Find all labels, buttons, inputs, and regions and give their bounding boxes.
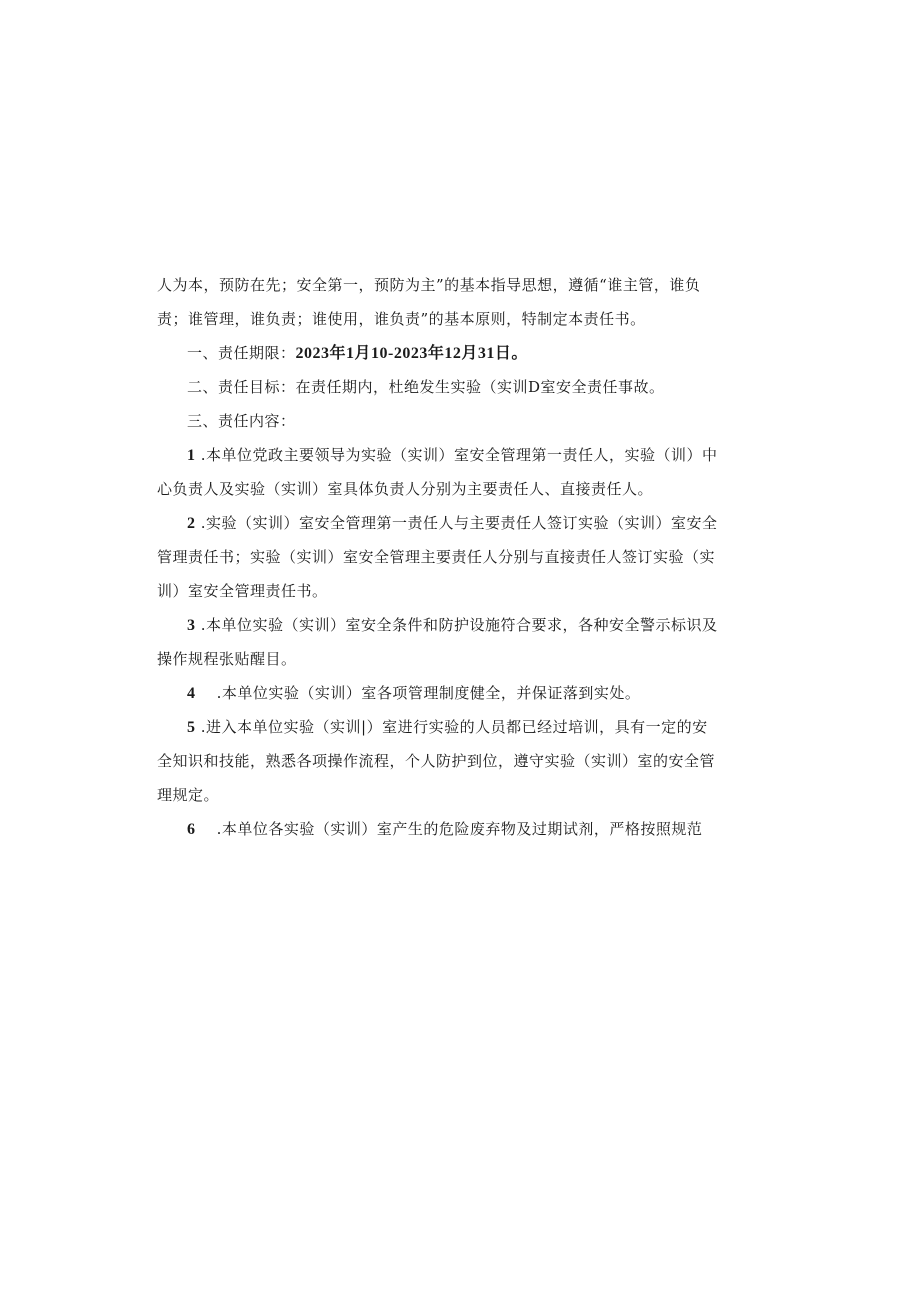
item-2-text: .实验（实训）室安全管理第一责任人与主要责任人签订实验（实训）室安全 [200, 514, 718, 532]
item-6-number: 6 [187, 821, 196, 838]
item-4-number: 4 [187, 685, 196, 702]
item-5-line-3: 理规定。 [157, 786, 220, 804]
item-3-line-2: 操作规程张贴醒目。 [157, 650, 297, 668]
item-3-line-1 [157, 608, 718, 642]
goal-paragraph: 二、责任目标：在责任期内，杜绝发生实验（实训D室安全责任事故。 [187, 378, 665, 396]
item-5-number: 5 [187, 719, 196, 736]
item-1-number: 1 [187, 447, 196, 464]
item-2-line-1 [157, 506, 718, 540]
item-6-line-1 [157, 812, 703, 846]
item-5-line-2: 全知识和技能，熟悉各项操作流程，个人防护到位，遵守实验（实训）室的安全管 [157, 752, 716, 770]
item-5-text: .进入本单位实验（实训|）室进行实验的人员都已经过培训，具有一定的安 [200, 718, 708, 736]
item-4-line-1 [157, 676, 697, 710]
item-2-line-2: 管理责任书；实验（实训）室安全管理主要责任人分别与直接责任人签订实验（实 [157, 548, 716, 566]
item-4-text: .本单位实验（实训）室各项管理制度健全，并保证落到实处。 [216, 684, 641, 702]
item-6-text: .本单位各实验（实训）室产生的危险废弃物及过期试剂，严格按照规范 [216, 820, 703, 838]
item-2-number: 2 [187, 515, 196, 532]
item-1-line-2: 心负责人及实验（实训）室具体负责人分别为主要责任人、直接责任人。 [157, 480, 654, 498]
intro-line-2: 责；谁管理，谁负责；谁使用，谁负责”的基本原则，特制定本责任书。 [157, 310, 646, 328]
item-3-text: .本单位实验（实训）室安全条件和防护设施符合要求，各种安全警示标识及 [200, 616, 718, 634]
term-paragraph [157, 336, 697, 370]
item-3-number: 3 [187, 617, 196, 634]
document-body [157, 268, 718, 846]
item-1-text: .本单位党政主要领导为实验（实训）室安全管理第一责任人，实验（训）中 [200, 446, 718, 464]
content-heading: 三、责任内容： [187, 412, 296, 430]
item-2-line-3: 训）室安全管理责任书。 [157, 582, 328, 600]
term-value: 2023年1月10-2023年12月31日。 [295, 345, 528, 362]
item-5-line-1 [157, 710, 708, 744]
intro-line-1: 人为本，预防在先；安全第一，预防为主”的基本指导思想，遵循“谁主管，谁负 [157, 276, 701, 294]
item-1-line-1 [157, 438, 718, 472]
term-label: 一、责任期限： [187, 344, 296, 362]
